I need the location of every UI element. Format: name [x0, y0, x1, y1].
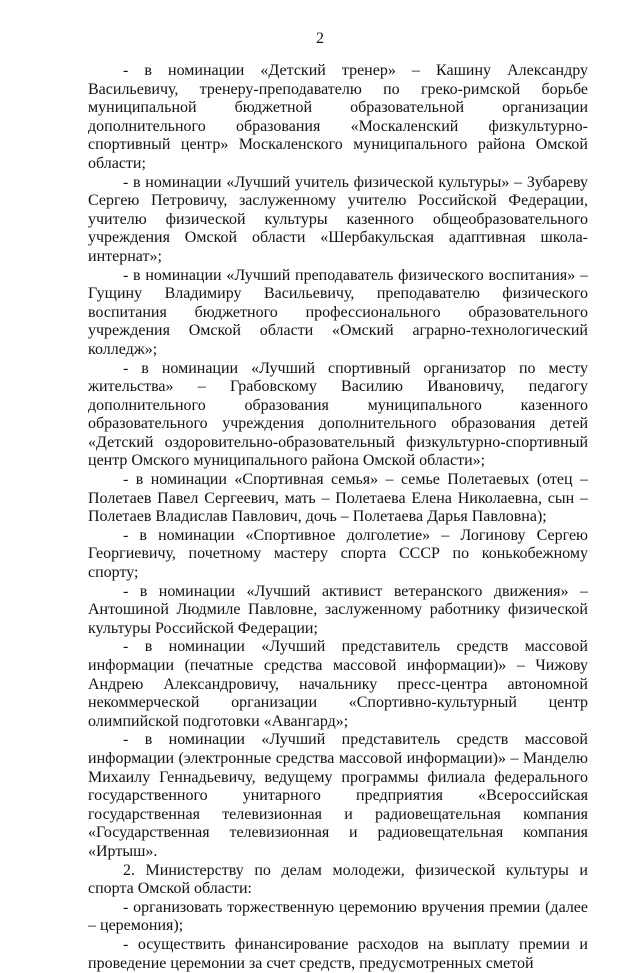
paragraph: - в номинации «Спортивная семья» – семье Полетаевых (отец – Полетаев Павел Сергеевич, мать – Полетаева Елена Николаевна, сын – Полетаев Владислав Павлович, дочь – Полетаева Дарья Павловна);	[88, 471, 588, 526]
paragraph: - в номинации «Лучший представитель средств массовой информации (электронные средства массовой информации)» – Манделю Михаилу Геннадьевичу, ведущему программы филиала федерального государственного унитарного предприятия «Всероссийская государственная телевизионная и радиовещательная компания «Государственная телевизионная и радиовещательная компания «Иртыш».	[88, 731, 588, 860]
paragraph: - в номинации «Лучший учитель физической культуры» – Зубареву Сергею Петровичу, заслуженному учителю Российской Федерации, учителю физической культуры казенного общеобразовательного учреждения Омской области «Шербакульская адаптивная школа-интернат»;	[88, 173, 588, 265]
paragraph: 2. Министерству по делам молодежи, физической культуры и спорта Омской области:	[88, 861, 588, 898]
page-number: 2	[316, 30, 324, 47]
paragraph: - в номинации «Спортивное долголетие» – Логинову Сергею Георгиевичу, почетному мастеру спорта СССР по конькобежному спорту;	[88, 526, 588, 582]
paragraph: - осуществить финансирование расходов на выплату премии и проведение церемонии за счет средств, предусмотренных сметой	[88, 935, 588, 972]
document-body	[88, 62, 588, 973]
paragraph: - в номинации «Лучший активист ветеранского движения» – Антошиной Людмиле Павловне, заслуженному работнику физической культуры Российской Федерации;	[88, 582, 588, 637]
paragraph: - в номинации «Детский тренер» – Кашину Александру Васильевичу, тренеру-преподавателю по греко-римской борьбе муниципальной бюджетной образовательной организации дополнительного образования «Москаленский физкультурно-спортивный центр» Москаленского муниципального района Омской области;	[88, 62, 588, 172]
paragraph: - в номинации «Лучший преподаватель физического воспитания» – Гущину Владимиру Васильевичу, преподавателю физического воспитания бюджетного профессионального образовательного учреждения Омской области «Омский аграрно-технологический колледж»;	[88, 266, 588, 358]
paragraph: - организовать торжественную церемонию вручения премии (далее – церемония);	[88, 898, 588, 935]
paragraph: - в номинации «Лучший спортивный организатор по месту жительства» – Грабовскому Василию Ивановичу, педагогу дополнительного образования муниципального казенного образовательного учреждения дополнительного образования детей «Детский оздоровительно-образовательный физкультурно-спортивный центр Омского муниципального района Омской области»;	[88, 359, 588, 470]
paragraph: - в номинации «Лучший представитель средств массовой информации (печатные средства массовой информации)» – Чижову Андрею Александровичу, начальнику пресс-центра автономной некоммерческой организации «Спортивно-культурный центр олимпийской подготовки «Авангард»;	[88, 638, 588, 730]
